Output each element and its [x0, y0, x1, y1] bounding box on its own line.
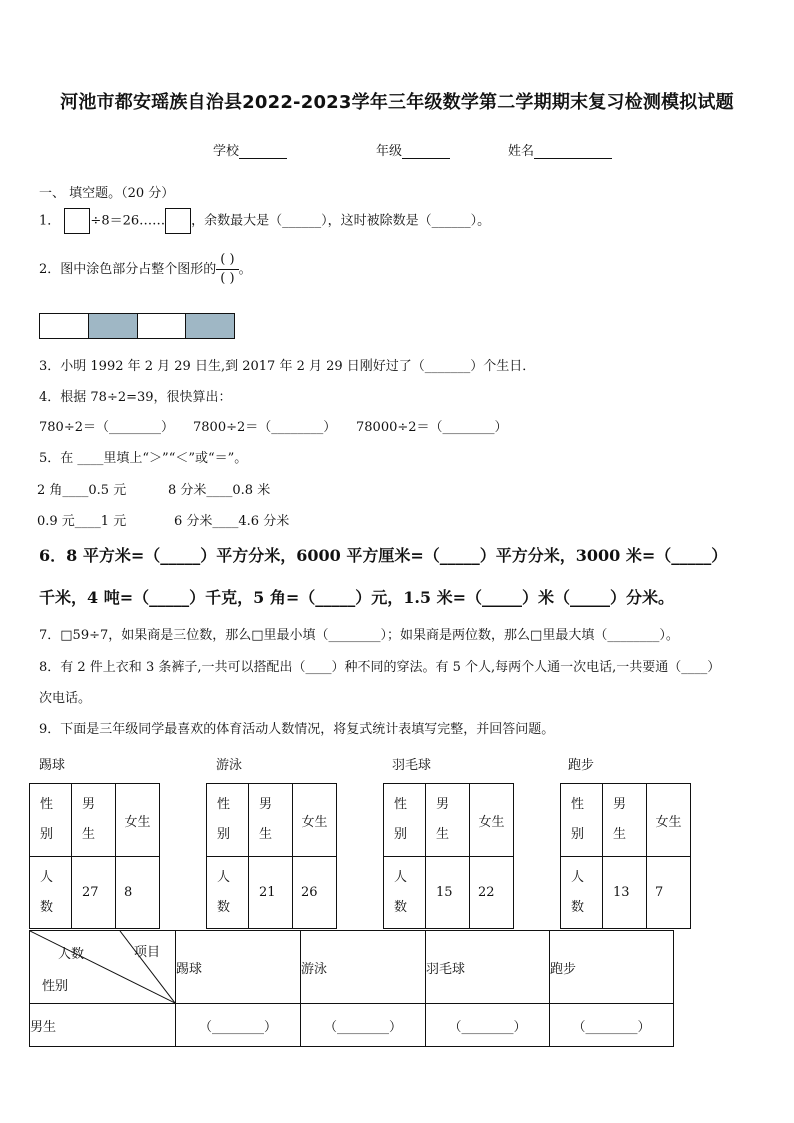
header-boys: 男 生 [249, 784, 293, 857]
header-gender: 性 别 [561, 784, 603, 857]
grade-blank[interactable] [402, 144, 450, 159]
header-girls: 女生 [116, 784, 160, 857]
q2-denominator: ( ) [220, 271, 235, 286]
question-1 [39, 208, 490, 234]
blank-football-boys[interactable]: （________） [176, 1004, 301, 1047]
column-header-football: 踢球 [176, 931, 301, 1004]
section-heading: 一、 填空题。（20 分） [39, 186, 175, 201]
q1-box-1[interactable] [64, 208, 90, 234]
header-gender: 性 别 [384, 784, 426, 857]
question-8-line-1: 8．有 2 件上衣和 3 条裤子,一共可以搭配出（____）种不同的穿法。有 5 个人,每两个人通一次电话,一共要通（____） [39, 660, 721, 675]
q4-item-2: 7800÷2＝（________） [193, 420, 337, 435]
bar-cell-3 [138, 314, 187, 338]
q5-item-4: 6 分米____4.6 分米 [174, 514, 290, 529]
header-gender: 性 别 [207, 784, 249, 857]
question-9: 9．下面是三年级同学最喜欢的体育活动人数情况，将复式统计表填写完整，并回答问题。 [39, 722, 555, 737]
q4-item-1: 780÷2＝（________） [39, 420, 174, 435]
question-6-line-2: 千米，4 吨=（_____）千克，5 角=（_____）元，1.5 米=（_____）米（_____）分米。 [39, 588, 675, 607]
corner-item-label: 项目 [134, 945, 161, 960]
column-header-badminton: 羽毛球 [426, 931, 550, 1004]
q2-end: 。 [238, 262, 252, 277]
header-boys: 男 生 [603, 784, 647, 857]
column-header-running: 跑步 [550, 931, 674, 1004]
grade-field [376, 140, 450, 159]
school-blank[interactable] [239, 144, 287, 159]
q4-item-3: 78000÷2＝（________） [356, 420, 508, 435]
question-3: 3．小明 1992 年 2 月 29 日生,到 2017 年 2 月 29 日刚好过了（_______）个生日． [39, 359, 536, 374]
table-running [560, 783, 691, 929]
row-count-label: 人 数 [561, 857, 603, 929]
table-swimming [206, 783, 337, 929]
name-label: 姓名 [508, 144, 535, 159]
row-count-label: 人 数 [384, 857, 426, 929]
page-title: 河池市都安瑶族自治县2022-2023学年三年级数学第二学期期末复习检测模拟试题 [60, 92, 734, 113]
boys-count: 13 [603, 857, 647, 929]
girls-count: 7 [647, 857, 691, 929]
header-girls: 女生 [647, 784, 691, 857]
shaded-bar-figure [39, 313, 235, 339]
activity-label-badminton: 羽毛球 [392, 758, 432, 773]
blank-badminton-boys[interactable]: （________） [426, 1004, 550, 1047]
q2-text: 2．图中涂色部分占整个图形的 [39, 262, 217, 277]
q5-item-3: 0.9 元____1 元 [37, 514, 127, 529]
corner-count-label: 人数 [58, 947, 85, 962]
name-field [508, 140, 612, 159]
q5-item-2: 8 分米____0.8 米 [168, 483, 271, 498]
q2-fraction[interactable] [216, 251, 238, 288]
school-label: 学校 [213, 144, 240, 159]
question-5: 5．在 ____里填上“＞”“＜”或“＝”。 [39, 451, 248, 466]
activity-label-football: 踢球 [39, 758, 66, 773]
boys-count: 27 [72, 857, 116, 929]
corner-gender-label: 性别 [42, 979, 69, 994]
header-girls: 女生 [470, 784, 514, 857]
table-football [29, 783, 160, 929]
bar-cell-2-shaded [89, 314, 138, 338]
blank-running-boys[interactable]: （________） [550, 1004, 674, 1047]
row-count-label: 人 数 [207, 857, 249, 929]
question-4: 4．根据 78÷2=39，很快算出： [39, 390, 232, 405]
q2-numerator: ( ) [216, 251, 238, 270]
summary-table [29, 930, 674, 1047]
q1-rest: ，余数最大是（______），这时被除数是（______）。 [191, 213, 491, 229]
question-6-line-1: 6．8 平方米=（_____）平方分米，6000 平方厘米=（_____）平方分米，3000 米=（_____） [39, 546, 728, 565]
bar-cell-4-shaded [186, 314, 234, 338]
header-gender: 性 别 [30, 784, 72, 857]
grade-label: 年级 [376, 144, 403, 159]
blank-swimming-boys[interactable]: （________） [301, 1004, 426, 1047]
question-2 [39, 251, 252, 288]
column-header-swimming: 游泳 [301, 931, 426, 1004]
q1-box-2[interactable] [165, 208, 191, 234]
activity-label-running: 跑步 [568, 758, 595, 773]
girls-count: 22 [470, 857, 514, 929]
row-count-label: 人 数 [30, 857, 72, 929]
header-girls: 女生 [293, 784, 337, 857]
header-boys: 男 生 [72, 784, 116, 857]
girls-count: 26 [293, 857, 337, 929]
question-7: 7．□59÷7，如果商是三位数，那么□里最小填（________）；如果商是两位数，那么□里最大填（________）。 [39, 628, 679, 643]
name-blank[interactable] [534, 144, 612, 159]
boys-count: 15 [426, 857, 470, 929]
boys-count: 21 [249, 857, 293, 929]
girls-count: 8 [116, 857, 160, 929]
q5-item-1: 2 角____0.5 元 [37, 483, 127, 498]
activity-label-swimming: 游泳 [216, 758, 243, 773]
row-label-boys: 男生 [30, 1004, 176, 1047]
q1-mid: ÷8＝26…… [90, 213, 166, 229]
header-boys: 男 生 [426, 784, 470, 857]
school-field [213, 140, 287, 159]
bar-cell-1 [40, 314, 89, 338]
q1-number: 1． [39, 213, 61, 229]
table-badminton [383, 783, 514, 929]
corner-header-cell [30, 931, 176, 1004]
question-8-line-2: 次电话。 [39, 691, 92, 706]
